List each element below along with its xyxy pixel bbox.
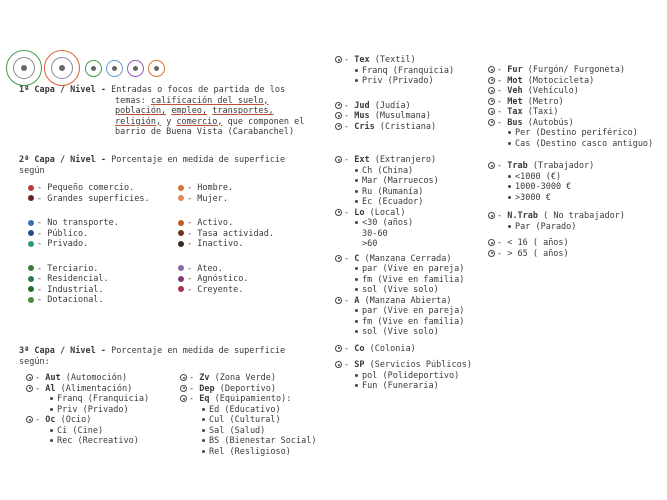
- dot-icon: [28, 276, 34, 282]
- sub-item: Ed (Educativo): [180, 405, 316, 416]
- legend-item: - Agnóstico.: [178, 274, 274, 285]
- dot-icon: [178, 185, 184, 191]
- layer2-header: [19, 155, 285, 176]
- legend-item: - Creyente.: [178, 285, 274, 296]
- layer1-desc-c: y: [166, 116, 172, 127]
- legend-item: - Privado.: [28, 239, 150, 250]
- target-icon: [180, 385, 187, 392]
- target-icon: [26, 374, 33, 381]
- legend-item: - Inactivo.: [178, 239, 274, 250]
- dot-icon: [178, 195, 184, 201]
- target-icon: [488, 66, 495, 73]
- target-icon: [488, 108, 495, 115]
- sub-item: par (Vive en pareja): [335, 264, 472, 275]
- target-icon: [335, 56, 342, 63]
- sub-item: Franq (Franquicia): [335, 66, 472, 77]
- target-icon: [488, 98, 495, 105]
- column-2: [335, 55, 472, 392]
- dot-icon: [28, 230, 34, 236]
- target-icon: [335, 123, 342, 130]
- topic-link: empleo,: [171, 106, 208, 116]
- code-entry: - Oc (Ocio): [26, 415, 149, 426]
- code-entry: - Dep (Deportivo): [180, 384, 316, 395]
- code-entry: - Tex (Textil): [335, 55, 472, 66]
- legend-item: - No transporte.: [28, 218, 150, 229]
- sub-item: 1000-3000 €: [488, 182, 653, 193]
- code-entry: - Jud (Judía): [335, 101, 472, 112]
- target-icon: [26, 385, 33, 392]
- legend-item: - Activo.: [178, 218, 274, 229]
- sub-item: Priv (Privado): [335, 76, 472, 87]
- legend-left: [28, 183, 150, 306]
- sub-item: BS (Bienestar Social): [180, 436, 316, 447]
- dot-icon: [28, 297, 34, 303]
- code-entry: - SP (Servicios Públicos): [335, 360, 472, 371]
- column-3: [488, 65, 653, 259]
- legend-item: - Residencial.: [28, 274, 150, 285]
- target-icon: [488, 162, 495, 169]
- sub-item: <30 (años): [335, 218, 472, 229]
- code-entry: - N.Trab ( No trabajador): [488, 211, 653, 222]
- layer3-col-a: [26, 373, 149, 447]
- layer-rings-icon: [6, 50, 171, 86]
- code-entry: - Trab (Trabajador): [488, 161, 653, 172]
- legend-item: - Industrial.: [28, 285, 150, 296]
- layer1-desc-e: barrio de Buena Vista (Carabanchel): [115, 127, 295, 137]
- topic-link: población,: [115, 106, 167, 116]
- dot-icon: [28, 286, 34, 292]
- code-entry: - C (Manzana Cerrada): [335, 254, 472, 265]
- target-icon: [488, 77, 495, 84]
- code-entry: - Mus (Musulmana): [335, 111, 472, 122]
- sub-item: Rel (Resligioso): [180, 447, 316, 458]
- dot-icon: [178, 230, 184, 236]
- sub-item: Ci (Cine): [26, 426, 149, 437]
- target-icon: [335, 361, 342, 368]
- sub-item: fm (Vive en familia): [335, 317, 472, 328]
- sub-item: sol (Vive solo): [335, 285, 472, 296]
- code-entry: - Eq (Equipamiento):: [180, 394, 316, 405]
- sub-item: sol (Vive solo): [335, 327, 472, 338]
- code-entry: - Bus (Autobús): [488, 118, 653, 129]
- sub-item: Cas (Destino casco antiguo): [488, 139, 653, 150]
- dot-icon: [178, 220, 184, 226]
- layer1-block: [19, 85, 304, 138]
- dot-icon: [28, 241, 34, 247]
- layer3-col-b: [180, 373, 316, 457]
- code-entry: - Mot (Motocicleta): [488, 76, 653, 87]
- layer2-desc-b: según: [19, 165, 45, 176]
- dot-icon: [28, 195, 34, 201]
- layer3-desc-b: según:: [19, 356, 50, 367]
- sub-item: Franq (Franquicia): [26, 394, 149, 405]
- sub-item: Mar (Marruecos): [335, 176, 472, 187]
- legend-item: - Mujer.: [178, 194, 274, 205]
- code-entry: - Ext (Extranjero): [335, 155, 472, 166]
- target-icon: [180, 374, 187, 381]
- dot-icon: [178, 286, 184, 292]
- sub-item: Rec (Recreativo): [26, 436, 149, 447]
- legend-item: - Ateo.: [178, 264, 274, 275]
- code-entry: - Co (Colonia): [335, 344, 472, 355]
- legend-item: - Dotacional.: [28, 295, 150, 306]
- layer3-desc: Porcentaje en medida de superficie: [111, 346, 286, 356]
- code-entry: - Al (Alimentación): [26, 384, 149, 395]
- code-entry: - Aut (Automoción): [26, 373, 149, 384]
- target-icon: [180, 395, 187, 402]
- sub-item: Priv (Privado): [26, 405, 149, 416]
- dot-icon: [178, 265, 184, 271]
- legend-item: - Pequeño comercio.: [28, 183, 150, 194]
- sub-item: Fun (Funeraria): [335, 381, 472, 392]
- target-icon: [488, 212, 495, 219]
- legend-item: - Grandes superficies.: [28, 194, 150, 205]
- dot-icon: [178, 276, 184, 282]
- legend-item: - Tasa actividad.: [178, 229, 274, 240]
- layer1-desc-d: que componen el: [227, 116, 305, 127]
- sub-item: Ru (Rumanía): [335, 187, 472, 198]
- legend-item: - Terciario.: [28, 264, 150, 275]
- target-icon: [335, 297, 342, 304]
- legend-item: - Público.: [28, 229, 150, 240]
- sub-item: par (Vive en pareja): [335, 306, 472, 317]
- target-icon: [26, 416, 33, 423]
- dot-icon: [28, 220, 34, 226]
- layer1-desc: Entradas o focos de partida de los: [111, 85, 286, 95]
- target-icon: [488, 250, 495, 257]
- sub-item: fm (Vive en familia): [335, 275, 472, 286]
- sub-item: <1000 (€): [488, 172, 653, 183]
- target-icon: [488, 87, 495, 94]
- code-entry: - A (Manzana Abierta): [335, 296, 472, 307]
- code-entry: - Veh (Vehículo): [488, 86, 653, 97]
- sub-item: Cul (Cultural): [180, 415, 316, 426]
- target-icon: [335, 102, 342, 109]
- code-entry: - Fur (Furgón/ Furgoneta): [488, 65, 653, 76]
- sub-item: Sal (Salud): [180, 426, 316, 437]
- code-entry: - Zv (Zona Verde): [180, 373, 316, 384]
- layer3-title: 3ª Capa / Nivel -: [19, 346, 106, 356]
- layer2-desc: Porcentaje en medida de superficie: [111, 155, 286, 165]
- dot-icon: [178, 241, 184, 247]
- sub-item: 30-60: [362, 228, 388, 239]
- target-icon: [335, 209, 342, 216]
- code-entry: - Tax (Taxi): [488, 107, 653, 118]
- sub-item: >3000 €: [488, 193, 653, 204]
- legend-right: [178, 183, 274, 295]
- target-icon: [488, 239, 495, 246]
- code-entry: - Cris (Cristiana): [335, 122, 472, 133]
- layer2-title: 2ª Capa / Nivel -: [19, 155, 106, 165]
- dot-icon: [28, 185, 34, 191]
- code-entry: - Lo (Local): [335, 208, 472, 219]
- topic-link: religión,: [115, 116, 162, 127]
- topic-link: calificación del suelo,: [150, 95, 269, 106]
- sub-item: Par (Parado): [488, 222, 653, 233]
- target-icon: [335, 156, 342, 163]
- layer3-header: [19, 346, 285, 367]
- layer1-desc-b: temas:: [115, 95, 146, 106]
- target-icon: [335, 345, 342, 352]
- code-entry: - < 16 ( años): [488, 238, 653, 249]
- legend-item: - Hombre.: [178, 183, 274, 194]
- code-entry: - > 65 ( años): [488, 249, 653, 260]
- sub-item: Ec (Ecuador): [335, 197, 472, 208]
- topic-link: transportes,: [212, 106, 274, 116]
- sub-item: >60: [362, 239, 378, 249]
- sub-item: Per (Destino periférico): [488, 128, 653, 139]
- target-icon: [488, 119, 495, 126]
- layer1-title: 1ª Capa / Nivel -: [19, 85, 106, 95]
- target-icon: [335, 255, 342, 262]
- dot-icon: [28, 265, 34, 271]
- topic-link: comercio,: [176, 116, 223, 127]
- sub-item: pol (Polideportivo): [335, 371, 472, 382]
- code-entry: - Met (Metro): [488, 97, 653, 108]
- sub-item: Ch (China): [335, 166, 472, 177]
- target-icon: [335, 112, 342, 119]
